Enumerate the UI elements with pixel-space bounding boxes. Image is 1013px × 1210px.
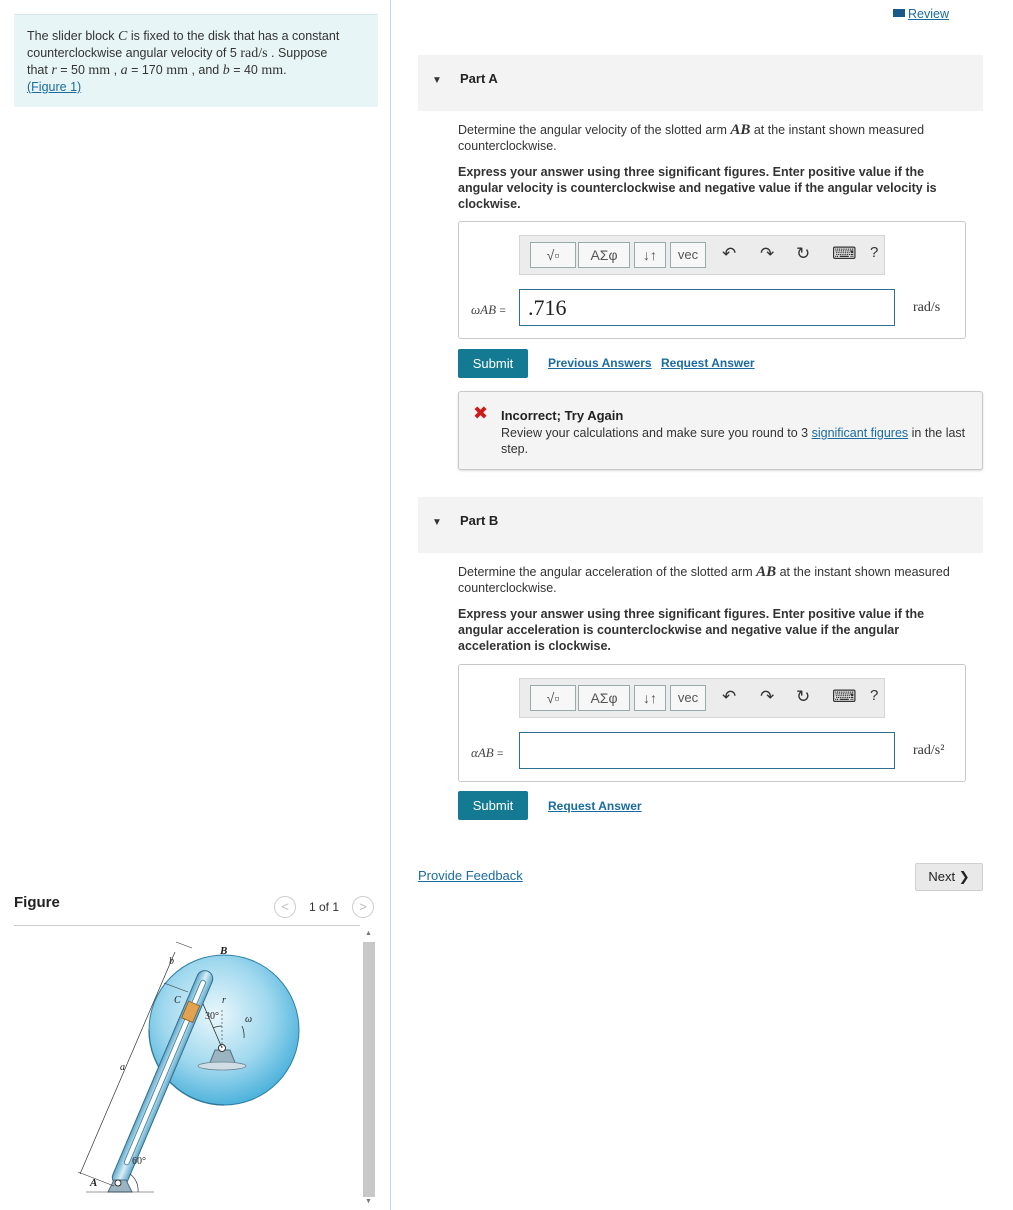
keyboard-icon[interactable]: ⌨ — [832, 244, 857, 263]
alpha-ab-label: αAB = — [471, 745, 504, 760]
part-a-answer-input[interactable]: .716 — [519, 289, 895, 326]
feedback-title: Incorrect; Try Again — [501, 408, 624, 423]
incorrect-x-icon: ✖ — [473, 403, 489, 423]
column-divider — [390, 0, 391, 1210]
part-b-title: Part B — [460, 513, 499, 528]
scroll-up-icon[interactable]: ▲ — [365, 930, 372, 937]
undo-icon[interactable]: ↶ — [722, 687, 737, 706]
reset-icon[interactable]: ↻ — [796, 244, 811, 263]
rotating-disk — [149, 955, 299, 1105]
figure-scrollbar[interactable] — [362, 930, 376, 1210]
next-button[interactable]: Next ❯ — [915, 863, 983, 891]
part-a-unit: rad/s — [913, 300, 941, 315]
help-icon[interactable]: ? — [870, 244, 879, 261]
part-b-instruction: Express your answer using three significant figures. Enter positive value if the angular acceleration is counterclockwise and negative value if the angular acceleration is clockwise. — [458, 607, 925, 653]
problem-statement — [14, 14, 378, 107]
label-omega: ω — [245, 1014, 253, 1025]
book-icon — [893, 9, 905, 17]
reset-icon[interactable]: ↻ — [796, 687, 811, 706]
figure-title: Figure — [14, 894, 60, 911]
label-a: a — [120, 1062, 125, 1073]
provide-feedback-link[interactable]: Provide Feedback — [418, 868, 523, 883]
part-a-answer-box — [458, 221, 966, 339]
problem-text: The slider block C is fixed to the disk that has a constant counterclockwise angular velocity of 5 rad/s . Suppose that r = 50 mm , a = 170 mm , and b = 40 mm. — [27, 29, 340, 78]
part-b-request-answer-link[interactable]: Request Answer — [548, 799, 642, 813]
keyboard-icon[interactable]: ⌨ — [832, 687, 857, 706]
undo-icon[interactable]: ↶ — [722, 244, 737, 263]
figure-image — [14, 930, 360, 1210]
label-60deg: 60° — [132, 1156, 146, 1167]
math-toolbar — [519, 235, 885, 275]
figure-pager: 1 of 1 — [309, 900, 340, 914]
part-a-submit-button[interactable]: Submit — [458, 349, 528, 378]
greek-button[interactable]: ΑΣφ — [578, 685, 630, 711]
collapse-arrow-icon[interactable]: ▼ — [432, 517, 442, 528]
label-r: r — [222, 995, 226, 1006]
part-a-request-answer-link[interactable]: Request Answer — [661, 356, 755, 370]
part-b-header[interactable] — [418, 497, 983, 553]
templates-button[interactable]: √▫ — [530, 242, 576, 268]
omega-ab-label: ωAB = — [471, 302, 506, 317]
scroll-thumb[interactable] — [363, 942, 375, 1197]
part-b-answer-box — [458, 664, 966, 782]
part-a-instruction: Express your answer using three significant figures. Enter positive value if the angular velocity is counterclockwise and negative value if the angular velocity is clockwise. — [458, 165, 937, 211]
part-a-question: Determine the angular velocity of the slotted arm AB at the instant shown measured counterclockwise. — [458, 122, 925, 153]
scroll-down-icon[interactable]: ▼ — [365, 1198, 372, 1205]
review-link[interactable]: Review — [893, 7, 949, 21]
significant-figures-link[interactable]: significant figures — [811, 426, 909, 440]
part-b-answer-input[interactable] — [519, 732, 895, 769]
subscript-button[interactable]: ↓↑ — [634, 242, 666, 268]
figure-prev-button[interactable]: < — [274, 896, 296, 918]
part-b-question: Determine the angular acceleration of the slotted arm AB at the instant shown measured counterclockwise. — [458, 564, 950, 595]
figure-divider — [14, 925, 360, 926]
label-b-dim: b — [169, 956, 174, 967]
figure-header — [14, 890, 378, 920]
math-toolbar — [519, 678, 885, 718]
redo-icon[interactable]: ↷ — [760, 687, 775, 706]
label-c: C — [174, 995, 181, 1006]
part-b-submit-button[interactable]: Submit — [458, 791, 528, 820]
figure-link[interactable]: (Figure 1) — [27, 80, 82, 94]
redo-icon[interactable]: ↷ — [760, 244, 775, 263]
templates-button[interactable]: √▫ — [530, 685, 576, 711]
previous-answers-link[interactable]: Previous Answers — [548, 356, 652, 370]
vector-button[interactable]: vec — [670, 685, 706, 711]
subscript-button[interactable]: ↓↑ — [634, 685, 666, 711]
greek-button[interactable]: ΑΣφ — [578, 242, 630, 268]
label-a-point: A — [90, 1177, 98, 1189]
incorrect-feedback — [458, 391, 983, 470]
figure-next-button[interactable]: > — [352, 896, 374, 918]
vector-button[interactable]: vec — [670, 242, 706, 268]
feedback-text: Review your calculations and make sure you round to 3 significant figures in the last step. — [501, 426, 966, 456]
part-a-title: Part A — [460, 71, 498, 86]
label-30deg: 30° — [205, 1011, 219, 1022]
label-b-point: B — [220, 945, 228, 957]
collapse-arrow-icon[interactable]: ▼ — [432, 75, 442, 86]
help-icon[interactable]: ? — [870, 687, 879, 704]
part-a-header[interactable] — [418, 55, 983, 111]
part-b-unit: rad/s² — [913, 743, 945, 758]
